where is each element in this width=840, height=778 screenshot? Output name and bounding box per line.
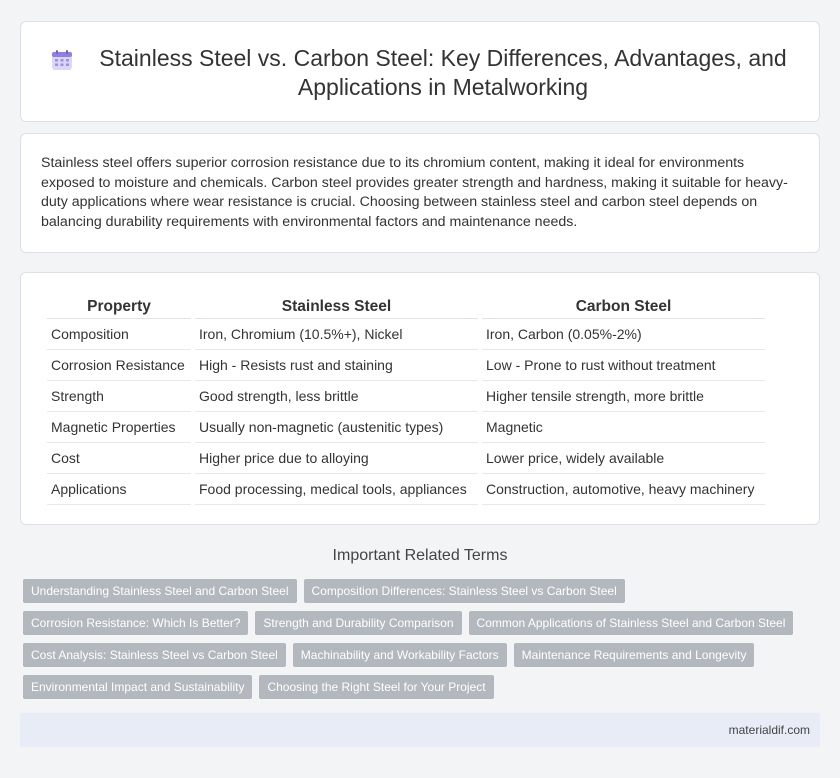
related-terms-list: [23, 579, 813, 699]
related-term-link[interactable]: Cost Analysis: Stainless Steel vs Carbon Steel: [23, 643, 286, 667]
table-row: [47, 350, 765, 381]
cell-property: Magnetic Properties: [47, 412, 191, 443]
related-term-link[interactable]: Choosing the Right Steel for Your Project: [259, 675, 493, 699]
cell-stainless: Higher price due to alloying: [195, 443, 478, 474]
footer-bar: [20, 713, 820, 747]
header-property: Property: [47, 295, 191, 319]
table-row: [47, 474, 765, 505]
related-term-link[interactable]: Common Applications of Stainless Steel and Carbon Steel: [469, 611, 794, 635]
cell-carbon: Lower price, widely available: [482, 443, 765, 474]
cell-stainless: Iron, Chromium (10.5%+), Nickel: [195, 319, 478, 350]
related-term-link[interactable]: Environmental Impact and Sustainability: [23, 675, 252, 699]
table-header-row: [47, 295, 765, 319]
cell-property: Cost: [47, 443, 191, 474]
table-row: [47, 412, 765, 443]
header-stainless-steel: Stainless Steel: [195, 295, 478, 319]
page-title: Stainless Steel vs. Carbon Steel: Key Differences, Advantages, and Applications in Metalworking: [99, 45, 787, 100]
cell-carbon: Low - Prone to rust without treatment: [482, 350, 765, 381]
calendar-icon: [51, 49, 73, 71]
cell-stainless: High - Resists rust and staining: [195, 350, 478, 381]
cell-property: Applications: [47, 474, 191, 505]
table-row: [47, 443, 765, 474]
related-term-link[interactable]: Maintenance Requirements and Longevity: [514, 643, 755, 667]
comparison-table: [43, 295, 769, 505]
header-carbon-steel: Carbon Steel: [482, 295, 765, 319]
related-term-link[interactable]: Strength and Durability Comparison: [255, 611, 461, 635]
cell-stainless: Good strength, less brittle: [195, 381, 478, 412]
cell-property: Strength: [47, 381, 191, 412]
cell-carbon: Magnetic: [482, 412, 765, 443]
cell-carbon: Higher tensile strength, more brittle: [482, 381, 765, 412]
intro-card: [20, 133, 820, 253]
comparison-table-card: [20, 272, 820, 525]
cell-stainless: Usually non-magnetic (austenitic types): [195, 412, 478, 443]
related-terms-heading: Important Related Terms: [332, 547, 508, 564]
related-term-link[interactable]: Understanding Stainless Steel and Carbon Steel: [23, 579, 297, 603]
cell-carbon: Iron, Carbon (0.05%-2%): [482, 319, 765, 350]
table-row: [47, 381, 765, 412]
cell-property: Corrosion Resistance: [47, 350, 191, 381]
related-term-link[interactable]: Corrosion Resistance: Which Is Better?: [23, 611, 248, 635]
header-card: [20, 21, 820, 122]
intro-paragraph: Stainless steel offers superior corrosion resistance due to its chromium content, making it ideal for environments exposed to moisture and chemicals. Carbon steel provides greater strength and hardness, making it suitable for heavy-duty applications where wear resistance is crucial. Choosing between stainless steel and carbon steel depends on balancing durability requirements with environmental factors and maintenance needs.: [41, 155, 788, 230]
related-term-link[interactable]: Composition Differences: Stainless Steel vs Carbon Steel: [304, 579, 625, 603]
cell-carbon: Construction, automotive, heavy machinery: [482, 474, 765, 505]
cell-stainless: Food processing, medical tools, appliances: [195, 474, 478, 505]
site-name: materialdif.com: [728, 723, 810, 737]
cell-property: Composition: [47, 319, 191, 350]
table-row: [47, 319, 765, 350]
related-term-link[interactable]: Machinability and Workability Factors: [293, 643, 507, 667]
